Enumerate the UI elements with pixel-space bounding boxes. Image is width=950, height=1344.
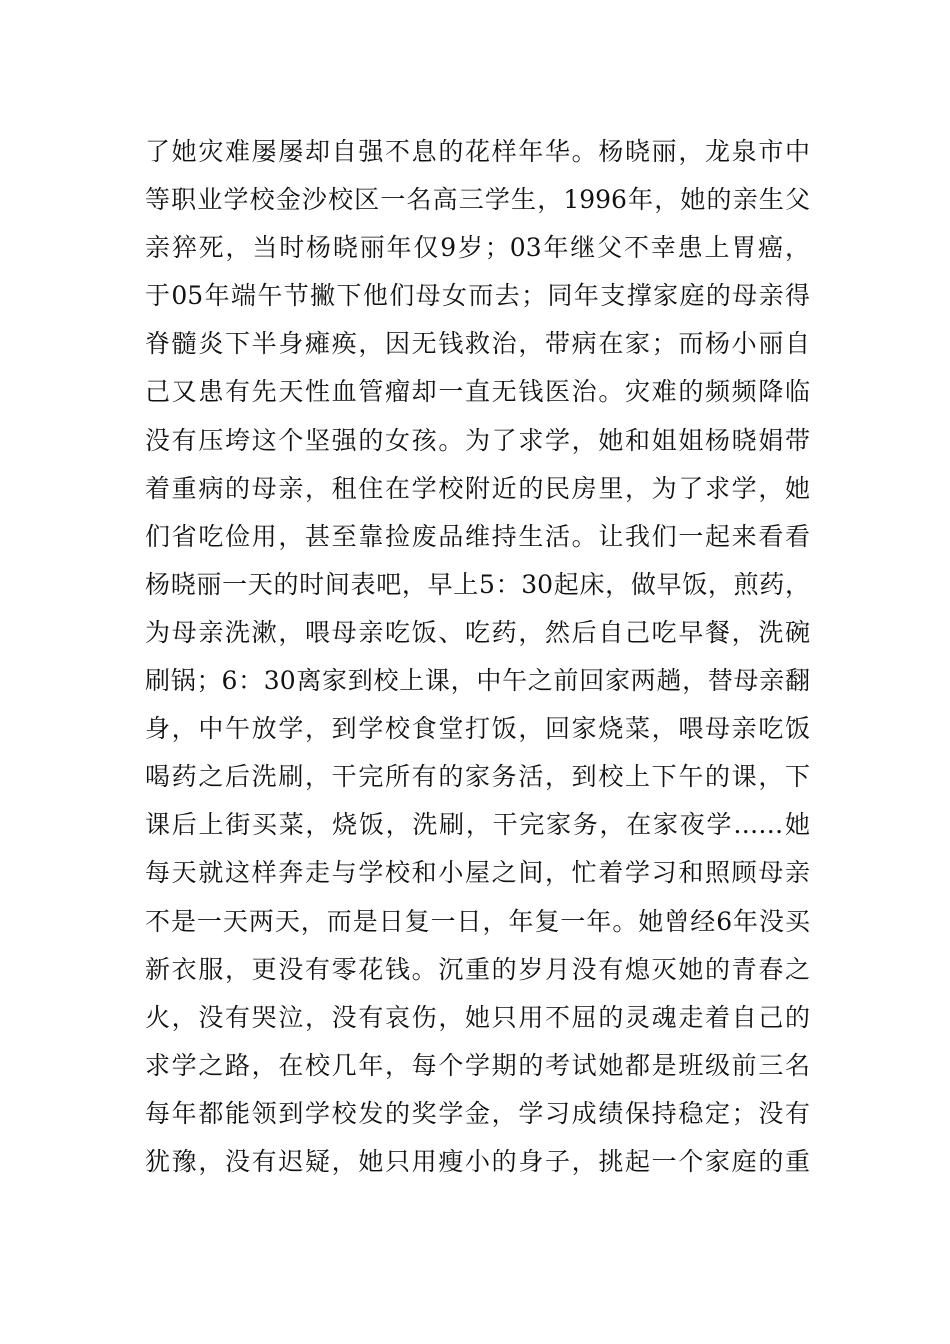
text-line: 着重病的母亲，租住在学校附近的民房里，为了求学，她: [145, 473, 810, 503]
text-line: 刷锅；6：30离家到校上课，中午之前回家两趟，替母亲翻: [145, 666, 810, 696]
text-line: 亲猝死，当时杨晓丽年仅9岁；03年继父不幸患上胃癌，: [145, 233, 810, 263]
text-line: 脊髓炎下半身瘫痪，因无钱救治，带病在家；而杨小丽自: [145, 329, 810, 359]
body-paragraph: [145, 128, 810, 1186]
text-line: 每天就这样奔走与学校和小屋之间，忙着学习和照顾母亲: [145, 858, 810, 888]
text-line: 不是一天两天，而是日复一日，年复一年。她曾经6年没买: [145, 906, 810, 936]
text-line: 己又患有先天性血管瘤却一直无钱医治。灾难的频频降临: [145, 377, 810, 407]
text-line: 为母亲洗漱，喂母亲吃饭、吃药，然后自己吃早餐，洗碗: [145, 617, 810, 647]
text-line: 喝药之后洗刷，干完所有的家务活，到校上下午的课，下: [145, 762, 810, 792]
text-line: 们省吃俭用，甚至靠捡废品维持生活。让我们一起来看看: [145, 521, 810, 551]
text-line: 杨晓丽一天的时间表吧，早上5：30起床，做早饭，煎药，: [145, 569, 810, 599]
text-line: 每年都能领到学校发的奖学金，学习成绩保持稳定；没有: [145, 1098, 810, 1128]
text-line: 犹豫，没有迟疑，她只用瘦小的身子，挑起一个家庭的重: [145, 1146, 810, 1176]
text-line: 新衣服，更没有零花钱。沉重的岁月没有熄灭她的青春之: [145, 954, 810, 984]
text-line: 求学之路，在校几年，每个学期的考试她都是班级前三名: [145, 1050, 810, 1080]
text-line: 于05年端午节撇下他们母女而去；同年支撑家庭的母亲得: [145, 281, 810, 311]
text-line: 没有压垮这个坚强的女孩。为了求学，她和姐姐杨晓娟带: [145, 425, 810, 455]
text-line: 等职业学校金沙校区一名高三学生，1996年，她的亲生父: [145, 185, 810, 215]
text-line: 火，没有哭泣，没有哀伤，她只用不屈的灵魂走着自己的: [145, 1002, 810, 1032]
text-line: 身，中午放学，到学校食堂打饭，回家烧菜，喂母亲吃饭: [145, 714, 810, 744]
text-line: 了她灾难屡屡却自强不息的花样年华。杨晓丽，龙泉市中: [145, 137, 810, 166]
text-line: 课后上街买菜，烧饭，洗刷，干完家务，在家夜学……她: [145, 810, 810, 840]
